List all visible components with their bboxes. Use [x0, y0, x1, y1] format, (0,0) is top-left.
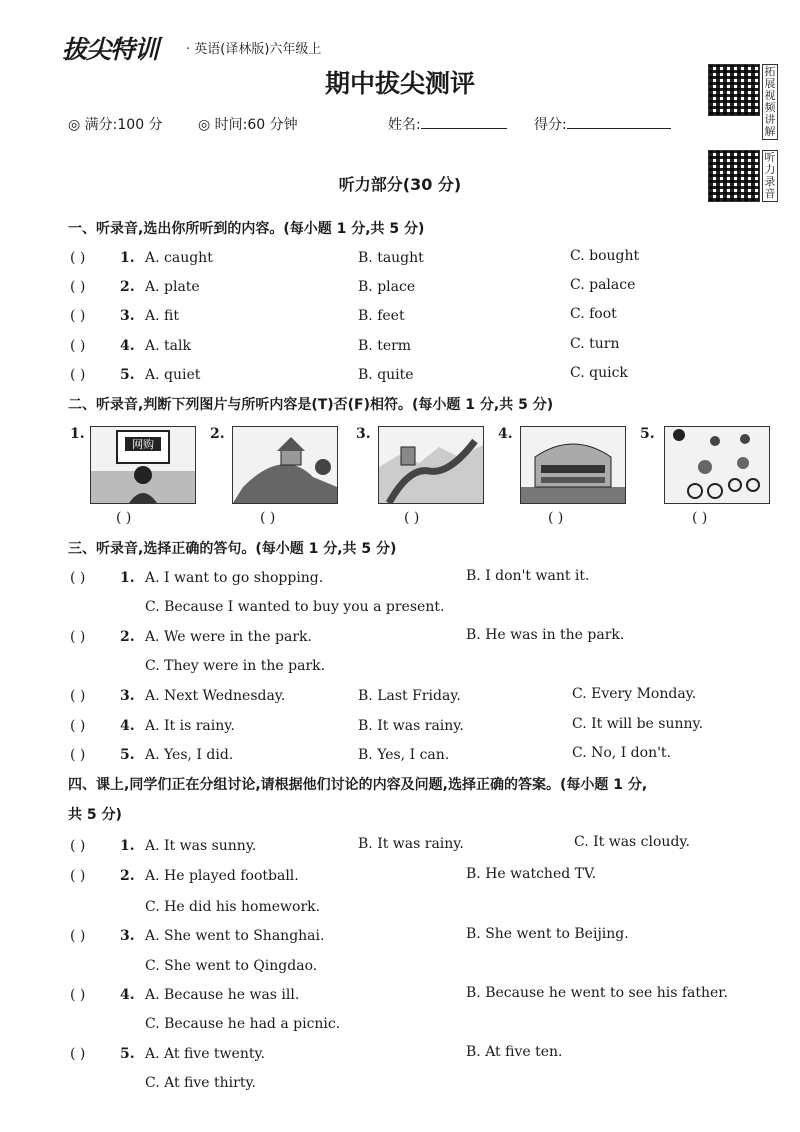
part3-q2-option-c: C. They were in the park. — [145, 658, 326, 674]
part4-q3-option-b: B. She went to Beijing. — [466, 926, 629, 942]
part1-q4-option-a: A. talk — [145, 338, 191, 354]
picture-1-answer[interactable]: ( ) — [116, 510, 132, 526]
part4-q2-option-b: B. He watched TV. — [466, 866, 597, 882]
part4-q1-option-b: B. It was rainy. — [358, 836, 464, 852]
part3-q5-option-c: C. No, I don't. — [572, 745, 672, 761]
time-limit: ◎ 时间:60 分钟 — [198, 117, 298, 133]
part4-q4-option-b: B. Because he went to see his father. — [466, 985, 728, 1001]
picture-1-online-shopping — [90, 426, 196, 504]
part1-q4-option-b: B. term — [358, 338, 412, 354]
part3-q2-option-b: B. He was in the park. — [466, 627, 625, 643]
series-label: · 英语(译林版)六年级上 — [186, 42, 322, 57]
part3-q5-option-a: A. Yes, I did. — [145, 747, 234, 763]
part1-q3-option-b: B. feet — [358, 308, 405, 324]
part1-q3-option-c: C. foot — [570, 306, 617, 322]
picture-5-cycling — [664, 426, 770, 504]
name-field[interactable] — [388, 114, 507, 134]
part1-q4-number: 4. — [120, 338, 135, 354]
part3-q5-option-b: B. Yes, I can. — [358, 747, 450, 763]
picture-5-answer[interactable]: ( ) — [692, 510, 708, 526]
part3-q4-answer-blank[interactable]: ( ) — [70, 718, 86, 734]
part1-q4-option-c: C. turn — [570, 336, 620, 352]
part4-heading-line1: 四、课上,同学们正在分组讨论,请根据他们讨论的内容及问题,选择正确的答案。(每小题 1 分, — [68, 777, 648, 793]
part1-q3-answer-blank[interactable]: ( ) — [70, 308, 86, 324]
part4-q5-answer-blank[interactable]: ( ) — [70, 1046, 86, 1062]
part4-q2-option-a: A. He played football. — [145, 868, 299, 884]
part4-q4-number: 4. — [120, 987, 135, 1003]
part1-q1-number: 1. — [120, 250, 135, 266]
part4-q3-answer-blank[interactable]: ( ) — [70, 928, 86, 944]
part3-q2-option-a: A. We were in the park. — [145, 629, 312, 645]
qr-audio-label: 听力录音 — [762, 150, 778, 202]
part3-q1-number: 1. — [120, 570, 135, 586]
full-marks: ◎ 满分:100 分 — [68, 117, 163, 133]
qr-code-video[interactable] — [708, 64, 760, 116]
part1-q5-answer-blank[interactable]: ( ) — [70, 367, 86, 383]
part4-q4-option-a: A. Because he was ill. — [145, 987, 300, 1003]
picture-2-answer[interactable]: ( ) — [260, 510, 276, 526]
section-title: 听力部分(30 分) — [338, 175, 462, 194]
part4-q1-number: 1. — [120, 838, 135, 854]
part1-q5-option-b: B. quite — [358, 367, 414, 383]
part4-q3-option-c: C. She went to Qingdao. — [145, 958, 318, 974]
part3-q4-option-a: A. It is rainy. — [145, 718, 235, 734]
score-label: 得分: — [534, 117, 567, 133]
part1-q1-answer-blank[interactable]: ( ) — [70, 250, 86, 266]
part3-q4-number: 4. — [120, 718, 135, 734]
part3-q3-option-c: C. Every Monday. — [572, 686, 697, 702]
part4-q5-number: 5. — [120, 1046, 135, 1062]
part4-q5-option-c: C. At five thirty. — [145, 1075, 256, 1091]
part1-q1-option-c: C. bought — [570, 248, 640, 264]
part1-q1-option-b: B. taught — [358, 250, 424, 266]
part4-q3-number: 3. — [120, 928, 135, 944]
part4-heading-line2: 共 5 分) — [68, 807, 122, 823]
part4-q1-option-c: C. It was cloudy. — [574, 834, 690, 850]
part4-q4-answer-blank[interactable]: ( ) — [70, 987, 86, 1003]
part1-q4-answer-blank[interactable]: ( ) — [70, 338, 86, 354]
picture-3-number: 3. — [356, 426, 371, 442]
part3-q1-option-b: B. I don't want it. — [466, 568, 590, 584]
part4-q2-answer-blank[interactable]: ( ) — [70, 868, 86, 884]
part1-heading: 一、听录音,选出你所听到的内容。(每小题 1 分,共 5 分) — [68, 221, 425, 237]
part1-q3-number: 3. — [120, 308, 135, 324]
page-title: 期中拔尖测评 — [324, 69, 475, 98]
brand-logo: 拔尖特训 — [62, 35, 159, 64]
picture-3-great-wall — [378, 426, 484, 504]
name-label: 姓名: — [388, 117, 421, 133]
part3-q5-number: 5. — [120, 747, 135, 763]
part3-q4-option-b: B. It was rainy. — [358, 718, 464, 734]
picture-1-number: 1. — [70, 426, 85, 442]
sun-icon — [673, 429, 685, 441]
part1-q2-option-a: A. plate — [145, 279, 200, 295]
picture-4-building — [520, 426, 626, 504]
part4-q2-number: 2. — [120, 868, 135, 884]
part4-q3-option-a: A. She went to Shanghai. — [145, 928, 325, 944]
part1-q5-number: 5. — [120, 367, 135, 383]
part4-q5-option-a: A. At five twenty. — [145, 1046, 265, 1062]
qr-video-label: 拓展视频讲解 — [762, 64, 778, 140]
part1-q2-option-c: C. palace — [570, 277, 636, 293]
part4-q1-answer-blank[interactable]: ( ) — [70, 838, 86, 854]
picture-2-number: 2. — [210, 426, 225, 442]
part3-q3-option-b: B. Last Friday. — [358, 688, 461, 704]
part4-q2-option-c: C. He did his homework. — [145, 899, 321, 915]
part3-q3-number: 3. — [120, 688, 135, 704]
part3-q5-answer-blank[interactable]: ( ) — [70, 747, 86, 763]
part3-q2-answer-blank[interactable]: ( ) — [70, 629, 86, 645]
part1-q2-option-b: B. place — [358, 279, 416, 295]
picture-3-answer[interactable]: ( ) — [404, 510, 420, 526]
part4-q1-option-a: A. It was sunny. — [145, 838, 257, 854]
part3-q3-option-a: A. Next Wednesday. — [145, 688, 286, 704]
picture-5-number: 5. — [640, 426, 655, 442]
score-field[interactable] — [534, 114, 671, 134]
part3-q1-option-c: C. Because I wanted to buy you a present. — [145, 599, 445, 615]
part1-q5-option-c: C. quick — [570, 365, 628, 381]
part1-q1-option-a: A. caught — [145, 250, 213, 266]
part4-q4-option-c: C. Because he had a picnic. — [145, 1016, 341, 1032]
part3-q1-option-a: A. I want to go shopping. — [145, 570, 324, 586]
part3-q4-option-c: C. It will be sunny. — [572, 716, 704, 732]
part3-q1-answer-blank[interactable]: ( ) — [70, 570, 86, 586]
picture-4-number: 4. — [498, 426, 513, 442]
part3-q3-answer-blank[interactable]: ( ) — [70, 688, 86, 704]
part1-q3-option-a: A. fit — [145, 308, 179, 324]
picture-1-sign: 网购 — [132, 438, 154, 451]
part1-q2-number: 2. — [120, 279, 135, 295]
picture-2-hill-house — [232, 426, 338, 504]
picture-4-answer[interactable]: ( ) — [548, 510, 564, 526]
part3-q2-number: 2. — [120, 629, 135, 645]
part1-q2-answer-blank[interactable]: ( ) — [70, 279, 86, 295]
part1-q5-option-a: A. quiet — [145, 367, 201, 383]
part2-heading: 二、听录音,判断下列图片与所听内容是(T)否(F)相符。(每小题 1 分,共 5 分) — [68, 397, 554, 413]
part3-heading: 三、听录音,选择正确的答句。(每小题 1 分,共 5 分) — [68, 541, 397, 557]
part4-q5-option-b: B. At five ten. — [466, 1044, 563, 1060]
